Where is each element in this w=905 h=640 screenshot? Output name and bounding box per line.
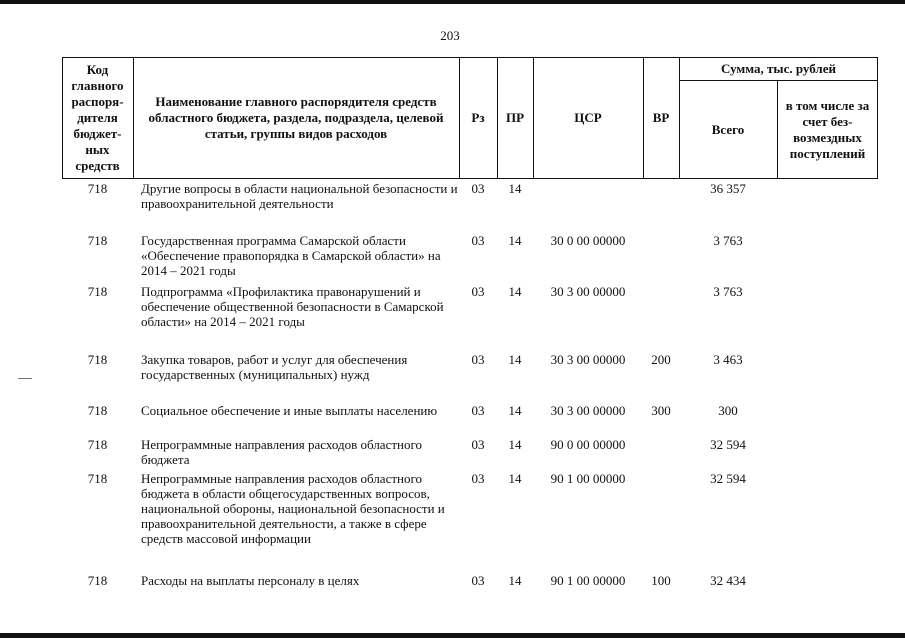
header-sum-group: Сумма, тыс. рублей: [721, 60, 836, 76]
cell-csr: 30 3 00 00000: [550, 352, 626, 367]
cell-pr: 14: [508, 352, 522, 367]
cell-pr: 14: [508, 471, 522, 486]
cell-total: 32 434: [710, 573, 746, 588]
header-code: Код главного распоря-дителя бюджет-ных средств: [71, 62, 124, 173]
cell-rz: 03: [471, 233, 485, 248]
cell-vr: 200: [651, 352, 671, 367]
cell-code: 718: [87, 181, 108, 196]
header-incl-free: в том числе за счет без-возмездных поступлений: [785, 97, 870, 161]
cell-csr: 30 3 00 00000: [550, 284, 626, 299]
cell-total: 3 463: [713, 352, 743, 367]
cell-rz: 03: [471, 284, 485, 299]
header-name: Наименование главного распорядителя средств областного бюджета, раздела, подраздела, целевой статьи, группы видов расходов: [148, 94, 444, 141]
cell-rz: 03: [471, 471, 485, 486]
cell-code: 718: [87, 284, 108, 299]
cell-total: 3 763: [713, 284, 743, 299]
cell-code: 718: [87, 573, 108, 588]
cell-name: Государственная программа Самарской области «Обеспечение правопорядка в Самарской области» на 2014 – 2021 годы: [141, 233, 441, 278]
cell-csr: 90 0 00 00000: [550, 437, 626, 452]
page-number: 203: [440, 28, 460, 43]
header-csr: ЦСР: [574, 110, 602, 125]
header-rz: Рз: [471, 110, 485, 125]
top-border-rule: [0, 0, 905, 4]
cell-vr: 100: [651, 573, 671, 588]
cell-code: 718: [87, 403, 108, 418]
cell-name: Другие вопросы в области национальной безопасности и правоохранительной деятельности: [141, 181, 458, 211]
col-divider: [133, 57, 134, 179]
cell-rz: 03: [471, 352, 485, 367]
cell-pr: 14: [508, 403, 522, 418]
bottom-border-rule: [0, 633, 905, 638]
cell-csr: 90 1 00 00000: [550, 471, 626, 486]
cell-total: 32 594: [710, 437, 746, 452]
cell-csr: 90 1 00 00000: [550, 573, 626, 588]
cell-name: Закупка товаров, работ и услуг для обеспечения государственных (муниципальных) нужд: [141, 352, 408, 382]
cell-rz: 03: [471, 181, 485, 196]
cell-code: 718: [87, 471, 108, 486]
cell-pr: 14: [508, 437, 522, 452]
cell-code: 718: [87, 233, 108, 248]
cell-rz: 03: [471, 403, 485, 418]
cell-name: Непрограммные направления расходов областного бюджета: [141, 437, 422, 467]
cell-code: 718: [87, 352, 108, 367]
cell-pr: 14: [508, 573, 522, 588]
header-total: Всего: [711, 121, 745, 137]
scan-margin-mark: [18, 378, 32, 379]
cell-csr: 30 3 00 00000: [550, 403, 626, 418]
cell-total: 300: [718, 403, 738, 418]
cell-code: 718: [87, 437, 108, 452]
cell-total: 32 594: [710, 471, 746, 486]
header-vr: ВР: [652, 110, 670, 125]
cell-vr: 300: [651, 403, 671, 418]
cell-name: Расходы на выплаты персоналу в целях: [141, 573, 360, 588]
cell-name: Подпрограмма «Профилактика правонарушений и обеспечение общественной безопасности в Самарской области» на 2014 – 2021 годы: [141, 284, 444, 329]
cell-pr: 14: [508, 284, 522, 299]
cell-name: Непрограммные направления расходов областного бюджета в области общегосударственных вопросов, национальной обороны, национальной безопасности и правоохранительной деятельности, а также в сфере средств массовой информации: [141, 471, 445, 546]
cell-name: Социальное обеспечение и иные выплаты населению: [141, 403, 438, 418]
cell-rz: 03: [471, 437, 485, 452]
cell-pr: 14: [508, 181, 522, 196]
cell-csr: 30 0 00 00000: [550, 233, 626, 248]
cell-rz: 03: [471, 573, 485, 588]
cell-pr: 14: [508, 233, 522, 248]
cell-total: 36 357: [710, 181, 746, 196]
header-pr: ПР: [505, 110, 525, 125]
cell-total: 3 763: [713, 233, 743, 248]
